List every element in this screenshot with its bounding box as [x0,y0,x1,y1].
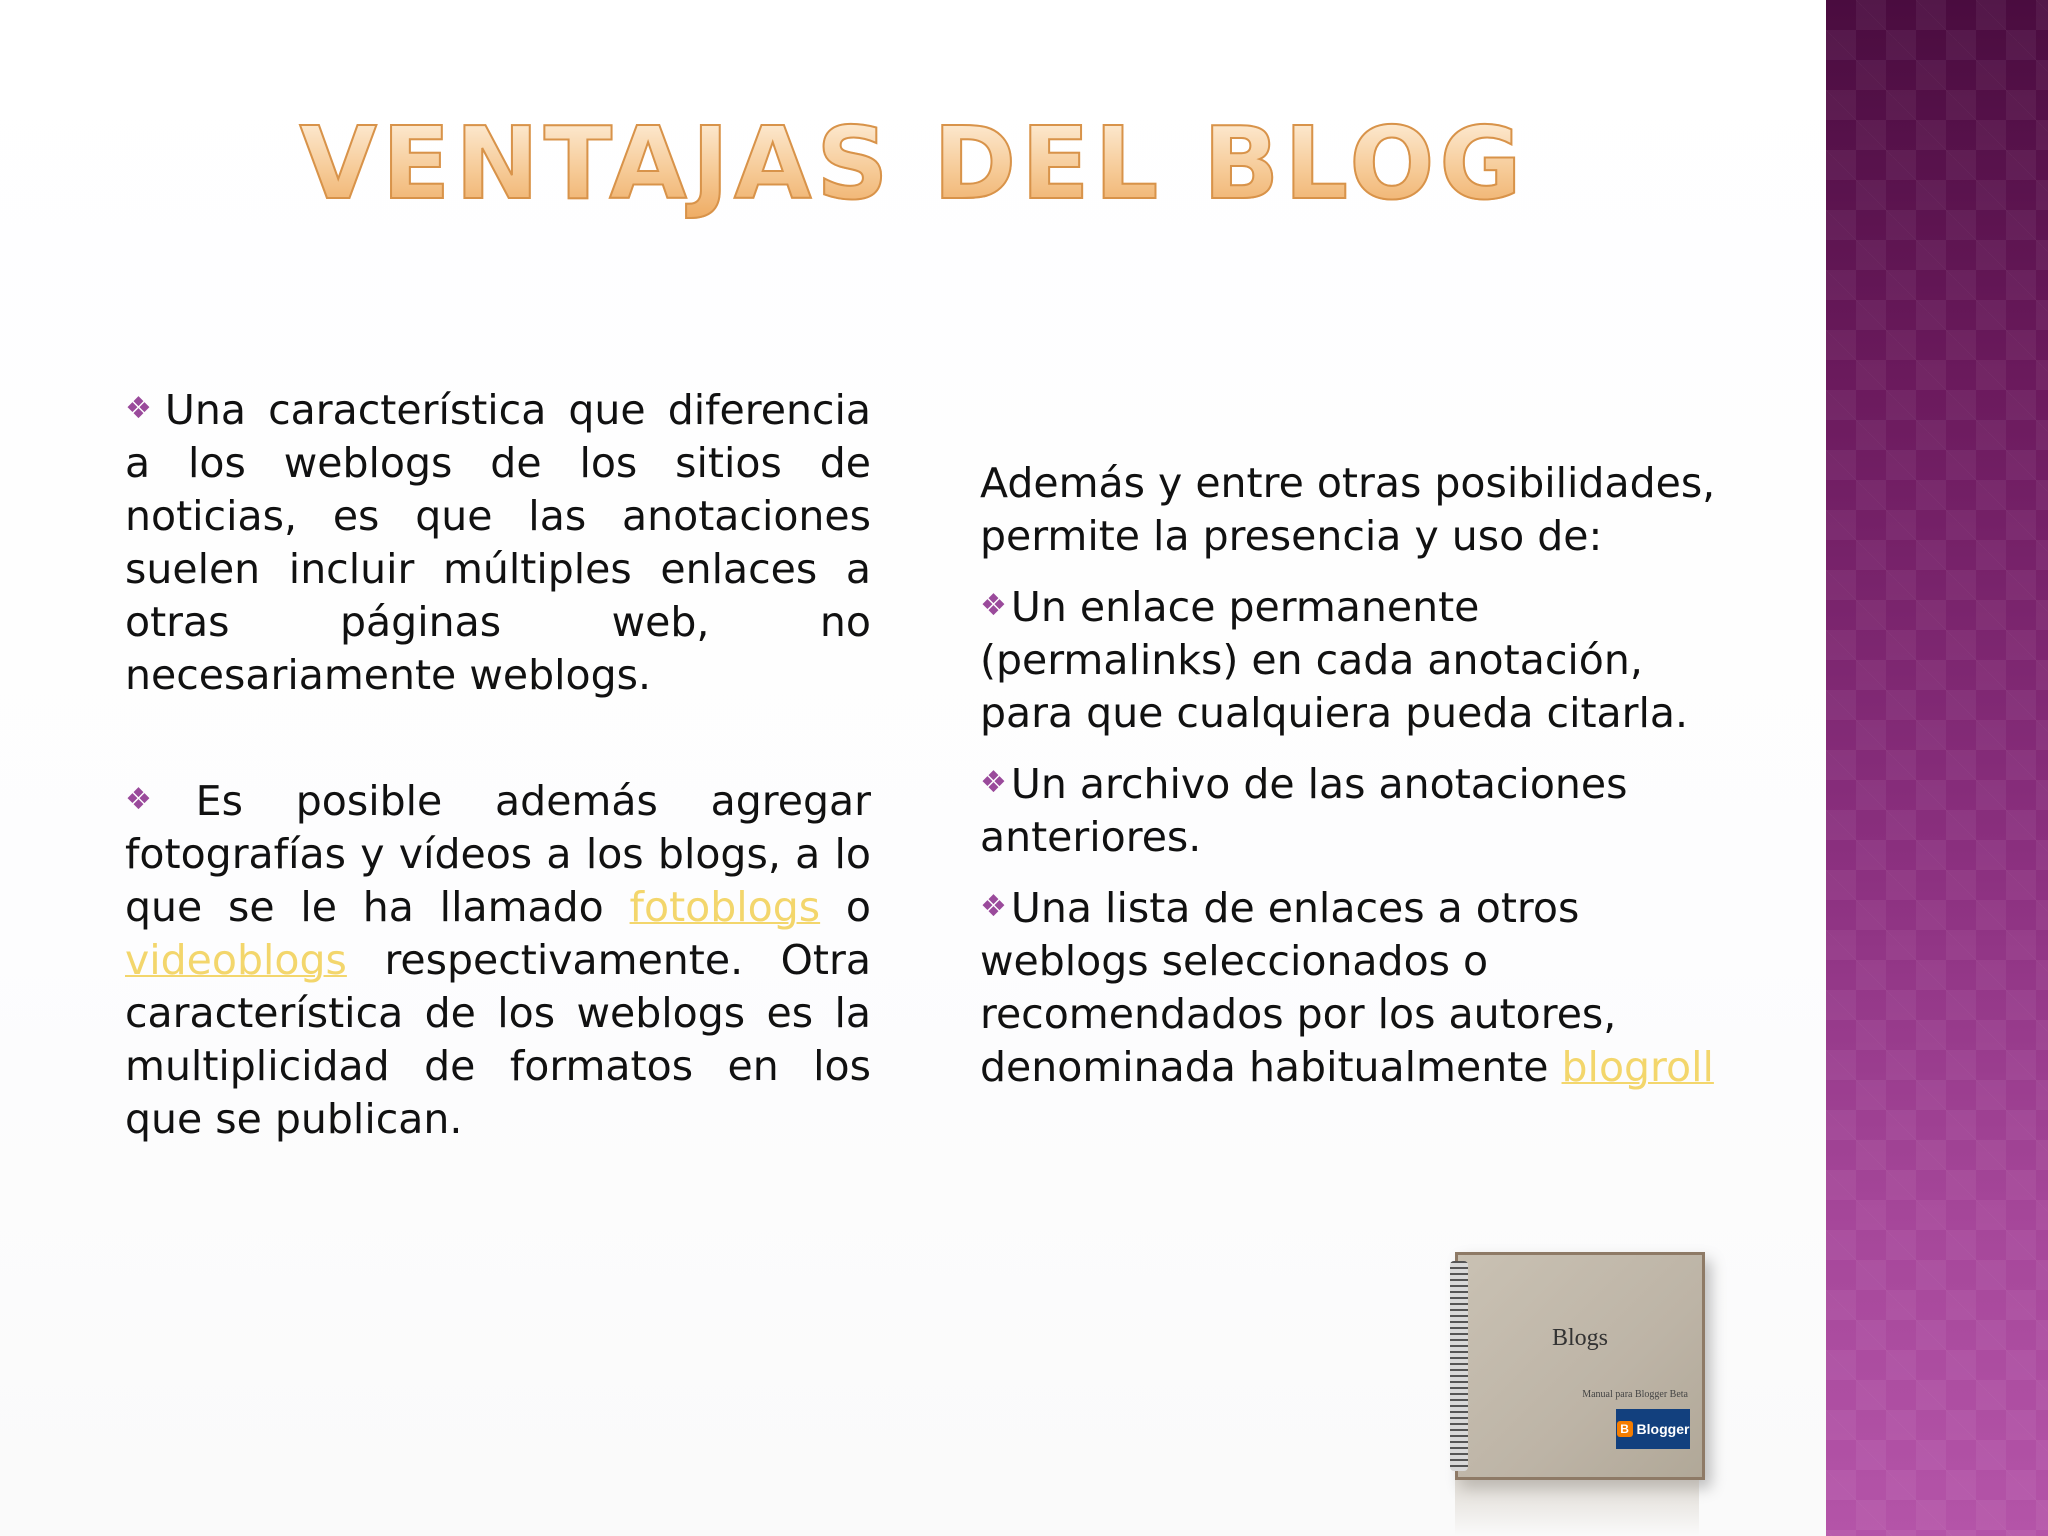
left-paragraph-2-text-mid: o [820,883,871,931]
bullet-diamond-icon: ❖ [125,391,161,426]
slide-title: VENTAJAS DEL BLOG [0,105,1826,222]
blogger-brand-text: Blogger [1636,1421,1690,1437]
bullet-diamond-icon: ❖ [980,889,1007,924]
book-title: Blogs [1551,1325,1608,1351]
right-column [980,457,1725,1110]
right-item-archive [980,756,1725,864]
left-paragraph-2-text-end: respectivamente. Otra característica de los weblogs es la multiplicidad de formatos en los que se publican. [125,936,871,1143]
blogger-logo [1616,1409,1690,1449]
left-column [125,382,871,1146]
blogroll-link[interactable]: blogroll [1561,1043,1714,1091]
blogs-manual-book-image [1455,1252,1705,1480]
right-item-1-text: Un enlace permanente (permalinks) en cada anotación, para que cualquiera pueda citarla. [980,583,1689,737]
book-subtitle: Manual para Blogger Beta [1582,1389,1688,1400]
right-item-2-text: Un archivo de las anotaciones anteriores. [980,760,1628,861]
bullet-diamond-icon: ❖ [125,782,192,817]
videoblogs-link[interactable]: videoblogs [125,936,347,984]
right-item-blogroll [980,880,1725,1094]
book-reflection [1455,1480,1699,1536]
bullet-diamond-icon: ❖ [980,588,1007,623]
right-intro: Además y entre otras posibilidades, permite la presencia y uso de: [980,459,1716,560]
right-item-3-text: Una lista de enlaces a otros weblogs seleccionados o recomendados por los autores, denominada habitualmente [980,884,1617,1091]
left-paragraph-1 [125,382,871,702]
left-paragraph-2 [125,773,871,1146]
right-item-permalinks [980,579,1725,740]
bullet-diamond-icon: ❖ [980,765,1007,800]
blogger-icon: B [1617,1421,1633,1437]
fotoblogs-link[interactable]: fotoblogs [629,883,821,931]
left-paragraph-1-text: Una característica que diferencia a los weblogs de los sitios de noticias, es que las anotaciones suelen incluir múltiples enlaces a otras páginas web, no necesariamente weblogs. [125,386,871,699]
left-paragraph-2-text-start: Es posible además agregar fotografías y vídeos a los blogs, a lo que se le ha llamado [125,777,871,931]
spiral-binding [1450,1261,1468,1471]
decorative-side-band [1826,0,2048,1536]
